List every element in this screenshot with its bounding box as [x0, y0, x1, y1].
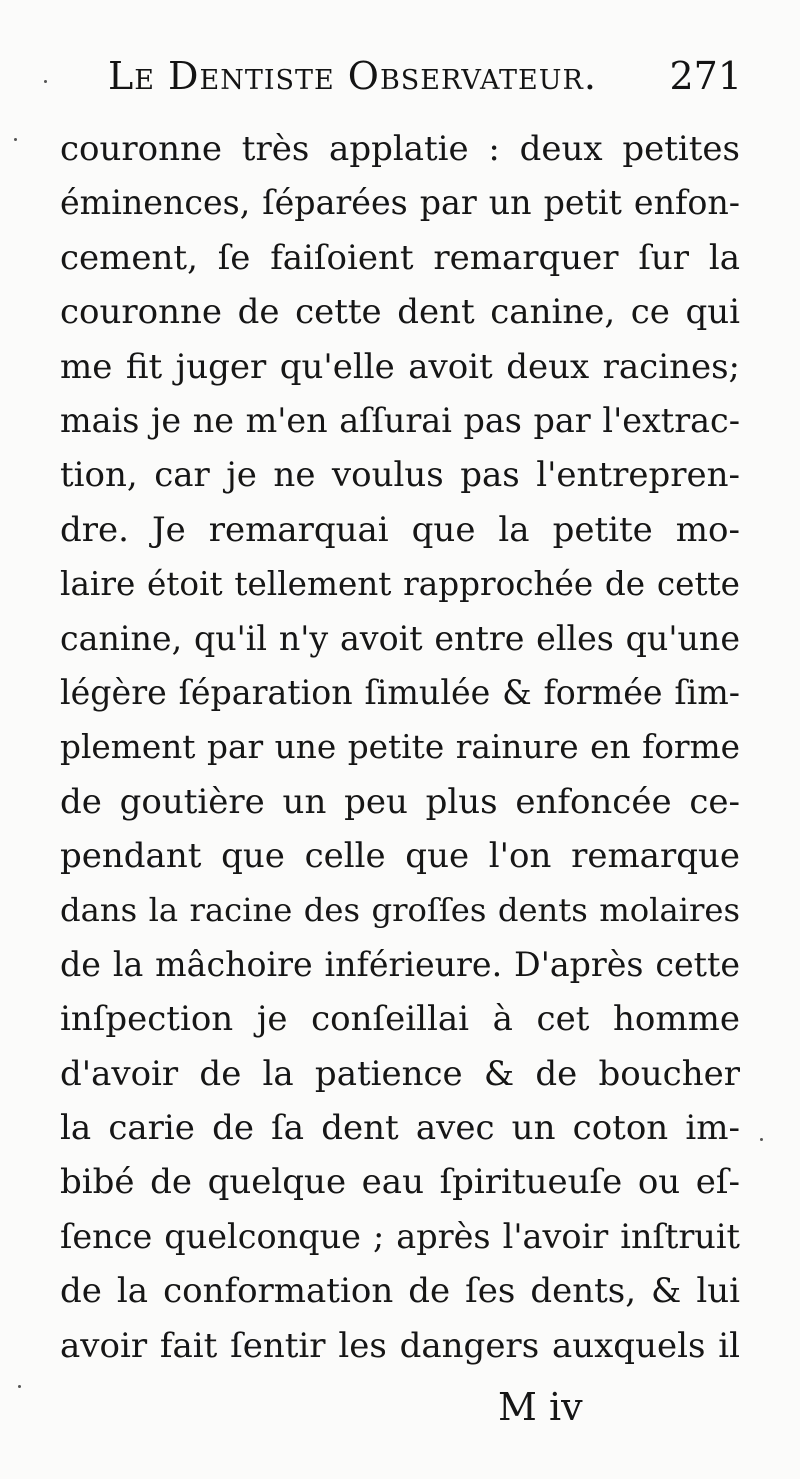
- text-line: dre. Je remarquai que la petite mo-: [60, 509, 740, 550]
- text-line: couronne très applatie : deux petites: [60, 129, 740, 169]
- text-line: de la conformation de ſes dents, & lui: [60, 1271, 740, 1312]
- text-line: de goutière un peu plus enfoncée ce-: [60, 781, 740, 822]
- text-line: laire étoit tellement rapprochée de cette: [60, 565, 740, 604]
- text-line: canine, qu'il n'y avoit entre elles qu'une: [60, 618, 740, 658]
- ink-speck: [44, 80, 47, 83]
- text-line: de la mâchoire inférieure. D'après cette: [60, 944, 740, 984]
- text-line: d'avoir de la patience & de boucher: [60, 1053, 740, 1094]
- text-line: plement par une petite rainure en forme: [60, 728, 740, 767]
- ink-speck: [760, 1138, 763, 1141]
- text-line: bibé de quelque eau ſpiritueuſe ou eſ-: [60, 1162, 740, 1203]
- page-number: 271: [669, 54, 742, 98]
- ink-speck: [14, 138, 17, 141]
- text-line: avoir fait ſentir les dangers auxquels il: [60, 1325, 740, 1366]
- running-head: [62, 40, 742, 110]
- ink-speck: [18, 1385, 21, 1388]
- signature-mark: M iv: [498, 1385, 583, 1429]
- text-line: me fit juger qu'elle avoit deux racines;: [60, 346, 740, 387]
- text-line: éminences, ſéparées par un petit enfon-: [60, 183, 740, 223]
- text-line: pendant que celle que l'on remarque: [60, 836, 740, 877]
- text-line: tion, car je ne voulus pas l'entrepren-: [60, 455, 740, 496]
- text-line: cement, ſe faiſoient remarquer ſur la: [60, 237, 740, 278]
- text-line: légère ſéparation ſimulée & formée ſim-: [60, 672, 740, 712]
- text-line: ſence quelconque ; après l'avoir inſtruit: [60, 1216, 740, 1256]
- text-line: inſpection je conſeillai à cet homme: [60, 999, 740, 1040]
- text-line: dans la racine des groſſes dents molaires: [60, 891, 740, 930]
- text-line: mais je ne m'en aſſurai pas par l'extrac-: [60, 400, 740, 440]
- running-title: Le Dentiste Observateur.: [108, 54, 597, 98]
- text-line: la carie de ſa dent avec un coton im-: [60, 1108, 740, 1149]
- text-line: couronne de cette dent canine, ce qui: [60, 292, 740, 333]
- body-text: [60, 122, 740, 1373]
